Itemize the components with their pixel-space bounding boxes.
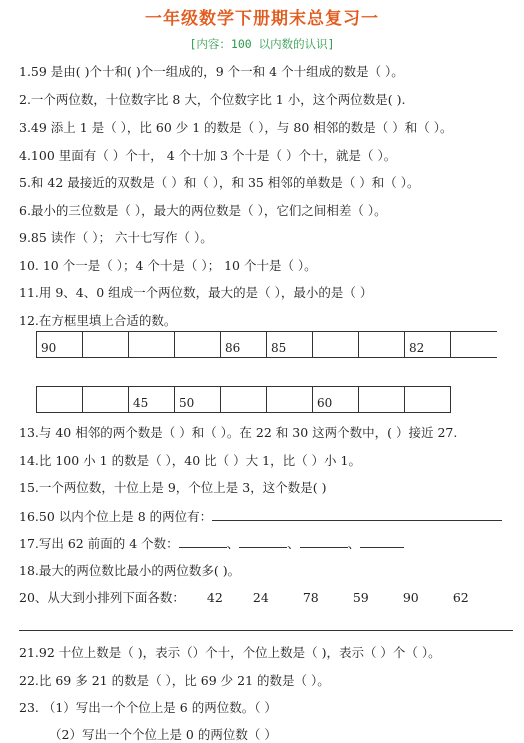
grid-cell[interactable] — [221, 387, 267, 413]
question-20-text: 20、从大到小排列下面各数： — [19, 590, 185, 605]
grid-cell[interactable] — [359, 332, 405, 358]
grid-cell[interactable] — [175, 332, 221, 358]
grid-cell[interactable] — [405, 387, 451, 413]
grid-cell[interactable] — [83, 332, 129, 358]
separator: 、 — [287, 536, 300, 551]
question-11: 11.用 9、4、0 组成一个两位数，最大的是（ ），最小的是（ ） — [19, 285, 373, 300]
question-12: 12.在方框里填上合适的数。 — [19, 313, 177, 328]
question-6: 6.最小的三位数是（ ），最大的两位数是（ ），它们之间相差（ ）。 — [19, 203, 387, 218]
grid-cell[interactable] — [313, 332, 359, 358]
question-18: 18.最大的两位数比最小的两位数多( )。 — [19, 563, 241, 578]
grid-cell[interactable]: 86 — [221, 332, 267, 358]
question-16-text: 16.50 以内个位上是 8 的两位有： — [19, 509, 213, 524]
question-1: 1.59 是由( )个十和( )个一组成的，9 个一和 4 个十组成的数是（ ）。 — [19, 64, 404, 79]
separator: 、 — [226, 536, 240, 551]
number-grid-row-2 — [36, 386, 451, 413]
question-21: 21.92 十位上数是（ )，表示（）个十，个位上数是（ )，表示（ ）个（ ）。 — [19, 645, 441, 660]
question-4: 4.100 里面有（ ）个十， 4 个十加 3 个十是（ ）个十，就是（ ）。 — [19, 148, 397, 163]
answer-line[interactable] — [239, 535, 287, 548]
answer-line[interactable] — [19, 630, 513, 631]
page-subtitle: [内容：100 以内数的认识] — [189, 37, 335, 51]
grid-cell[interactable]: 85 — [267, 332, 313, 358]
grid-cell[interactable]: 60 — [313, 387, 359, 413]
grid-cell[interactable]: 90 — [37, 332, 83, 358]
grid-cell[interactable]: 50 — [175, 387, 221, 413]
question-13: 13.与 40 相邻的两个数是（ ）和（ ）。在 22 和 30 这两个数中，( ）接近 27. — [19, 425, 458, 440]
question-10: 10. 10 个一是（ ）；4 个十是（ ）； 10 个十是（ ）。 — [19, 258, 317, 273]
page-title: 一年级数学下册期末总复习一 — [145, 9, 379, 29]
grid-cell[interactable] — [129, 332, 175, 358]
question-17-text: 17.写出 62 前面的 4 个数： — [19, 536, 179, 551]
question-17 — [19, 535, 404, 552]
sort-number: 62 — [452, 590, 469, 605]
question-23: 23. （1）写出一个个位上是 6 的两位数。（ ） — [19, 700, 277, 715]
number-grid-row-1 — [36, 331, 497, 358]
question-20 — [19, 590, 483, 606]
question-15: 15.一个两位数，十位上是 9，个位上是 3，这个数是( ) — [19, 480, 327, 495]
question-22: 22.比 69 多 21 的数是（ ），比 69 少 21 的数是（ ）。 — [19, 673, 330, 688]
answer-line[interactable] — [212, 508, 502, 521]
grid-cell[interactable] — [359, 387, 405, 413]
question-2: 2.一个两位数，十位数字比 8 大，个位数字比 1 小，这个两位数是( ). — [19, 92, 406, 107]
question-23-part-2: （2）写出一个个位上是 0 的两位数（ ） — [49, 727, 277, 742]
question-14: 14.比 100 小 1 的数是（ ），40 比（ ）大 1，比（ ）小 1。 — [19, 453, 361, 468]
question-9: 9.85 读作（ ）； 六十七写作（ ）。 — [19, 230, 213, 245]
sort-number: 90 — [402, 590, 419, 605]
grid-cell[interactable]: 82 — [405, 332, 451, 358]
grid-cell[interactable] — [37, 387, 83, 413]
sort-number: 59 — [352, 590, 369, 605]
grid-cell[interactable]: 45 — [129, 387, 175, 413]
question-5: 5.和 42 最接近的双数是（ ）和（ ），和 35 相邻的单数是（ ）和（ ）。 — [19, 175, 420, 190]
answer-line[interactable] — [300, 535, 348, 548]
answer-line[interactable] — [360, 535, 404, 548]
sort-number: 42 — [206, 590, 223, 605]
sort-number: 78 — [302, 590, 319, 605]
grid-cell[interactable] — [451, 332, 497, 358]
answer-line[interactable] — [179, 535, 227, 548]
question-16 — [19, 508, 502, 525]
grid-cell[interactable] — [83, 387, 129, 413]
grid-cell[interactable] — [267, 387, 313, 413]
sort-number: 24 — [252, 590, 269, 605]
question-3: 3.49 添上 1 是（ ），比 60 少 1 的数是（ ），与 80 相邻的数是（ ）和（ ）。 — [19, 120, 453, 135]
separator: 、 — [347, 536, 361, 551]
